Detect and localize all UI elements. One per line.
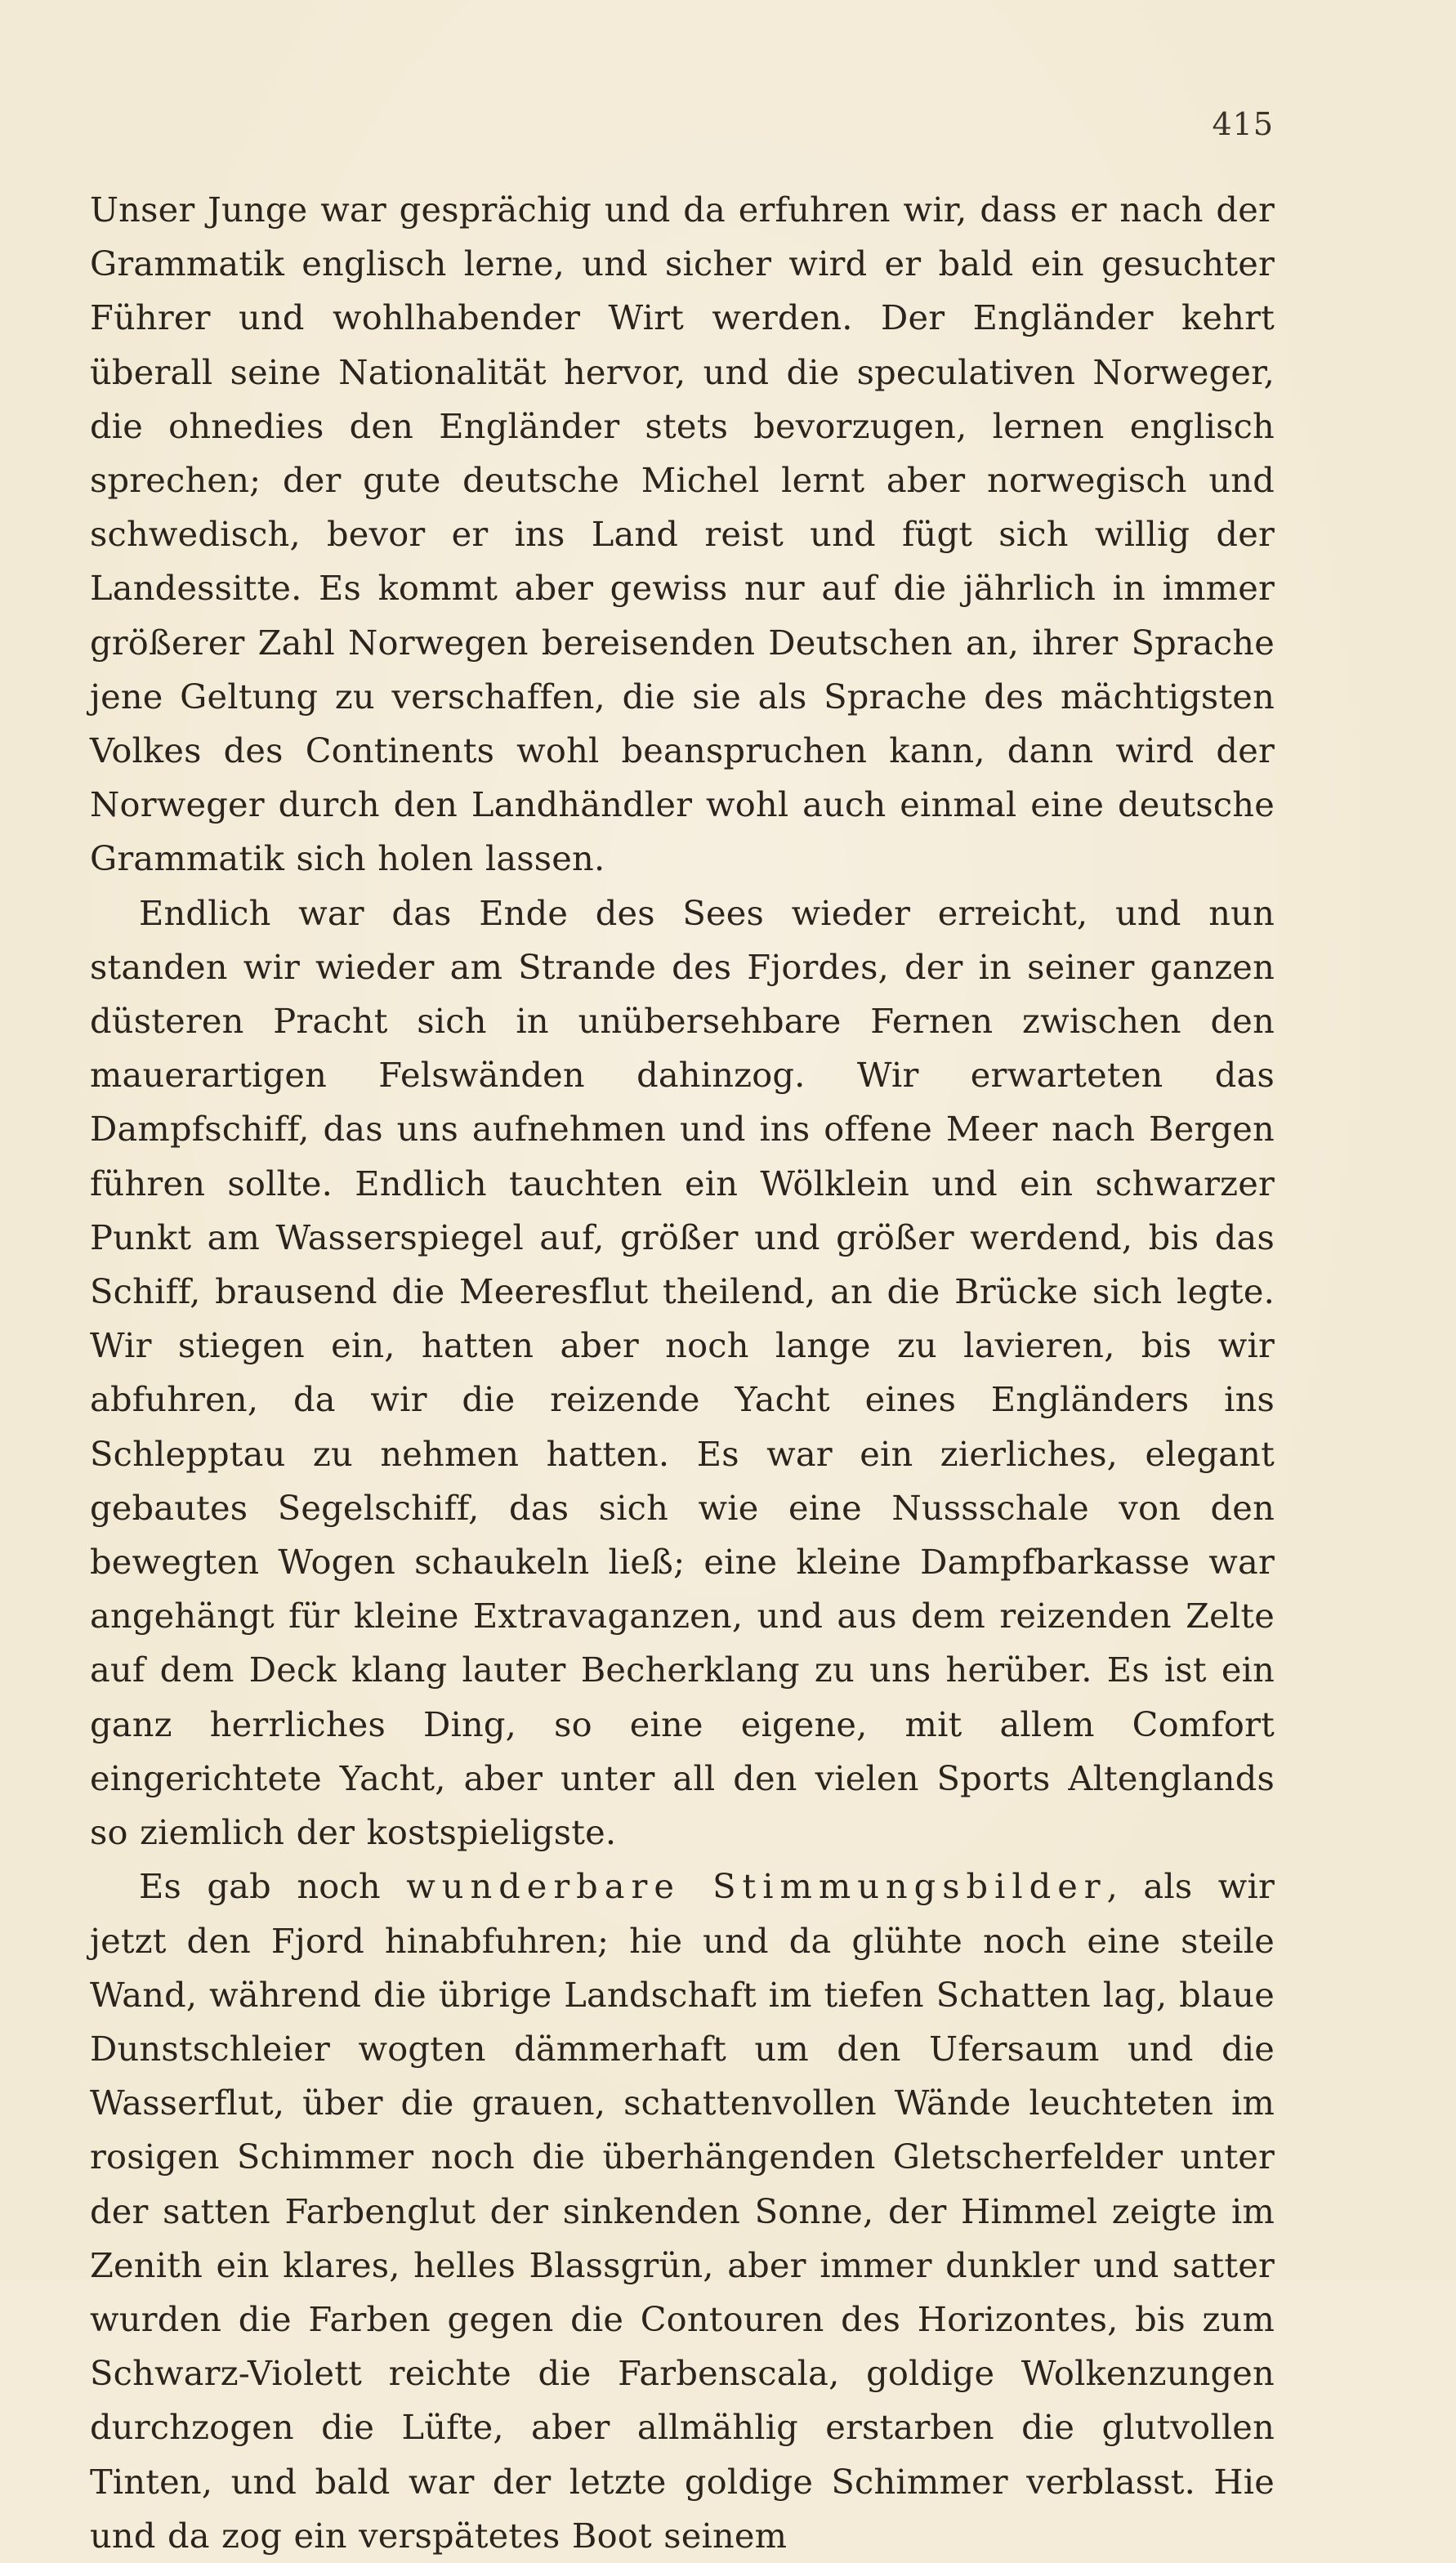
paragraph-3-lead: Es gab noch bbox=[139, 1866, 407, 1907]
emphasized-phrase: wunderbare Stimmungsbilder bbox=[406, 1866, 1107, 1907]
paragraph-3 bbox=[90, 1860, 1275, 2563]
paragraph-1: Unser Junge war gesprächig und da erfuhren wir, dass er nach der Grammatik englisch lerne, und sicher wird er bald ein gesuchter Führer und wohlhabender Wirt werden. Der Engländer kehrt überall seine Nationalität hervor, und die speculativen Norweger, die ohnedies den Engländer stets bevorzugen, lernen englisch sprechen; der gute deutsche Michel lernt aber norwegisch und schwedisch, bevor er ins Land reist und fügt sich willig der Landessitte. Es kommt aber gewiss nur auf die jährlich in immer größerer Zahl Norwegen bereisenden Deutschen an, ihrer Sprache jene Geltung zu verschaffen, die sie als Sprache des mächtigsten Volkes des Continents wohl beanspruchen kann, dann wird der Norweger durch den Landhändler wohl auch einmal eine deutsche Grammatik sich holen lassen. bbox=[90, 190, 1275, 879]
body-text bbox=[90, 183, 1275, 2563]
paragraph-3-rest: , als wir jetzt den Fjord hinabfuhren; hie und da glühte noch eine steile Wand, während die übrige Landschaft im tiefen Schatten lag, blaue Dunstschleier wogten dämmerhaft um den Ufersaum und die Wasserflut, über die grauen, schattenvollen Wände leuchteten im rosigen Schimmer noch die überhängenden Gletscherfelder unter der satten Farbenglut der sinkenden Sonne, der Himmel zeigte im Zenith ein klares, helles Blassgrün, aber immer dunkler und satter wurden die Farben gegen die Contouren des Horizontes, bis zum Schwarz-Violett reichte die Farbenscala, goldige Wolkenzungen durchzogen die Lüfte, aber allmählig erstarben die glutvollen Tinten, und bald war der letzte goldige Schimmer verblasst. Hie und da zog ein verspätetes Boot seinem bbox=[90, 1866, 1275, 2556]
page-number: 415 bbox=[1212, 106, 1274, 142]
paragraph-2: Endlich war das Ende des Sees wieder erreicht, und nun standen wir wieder am Strande des Fjordes, der in seiner ganzen düsteren Pracht sich in unübersehbare Fernen zwischen den mauerartigen Felswänden dahinzog. Wir erwarteten das Dampfschiff, das uns aufnehmen und ins offene Meer nach Bergen führen sollte. Endlich tauchten ein Wölklein und ein schwarzer Punkt am Wasserspiegel auf, größer und größer werdend, bis das Schiff, brausend die Meeresflut theilend, an die Brücke sich legte. Wir stiegen ein, hatten aber noch lange zu lavieren, bis wir abfuhren, da wir die reizende Yacht eines Engländers ins Schlepptau zu nehmen hatten. Es war ein zierliches, elegant gebautes Segelschiff, das sich wie eine Nussschale von den bewegten Wogen schaukeln ließ; eine kleine Dampfbarkasse war angehängt für kleine Extravaganzen, und aus dem reizenden Zelte auf dem Deck klang lauter Becherklang zu uns herüber. Es ist ein ganz herrliches Ding, so eine eigene, mit allem Comfort eingerichtete Yacht, aber unter all den vielen Sports Altenglands so ziemlich der kostspieligste. bbox=[90, 892, 1275, 1853]
